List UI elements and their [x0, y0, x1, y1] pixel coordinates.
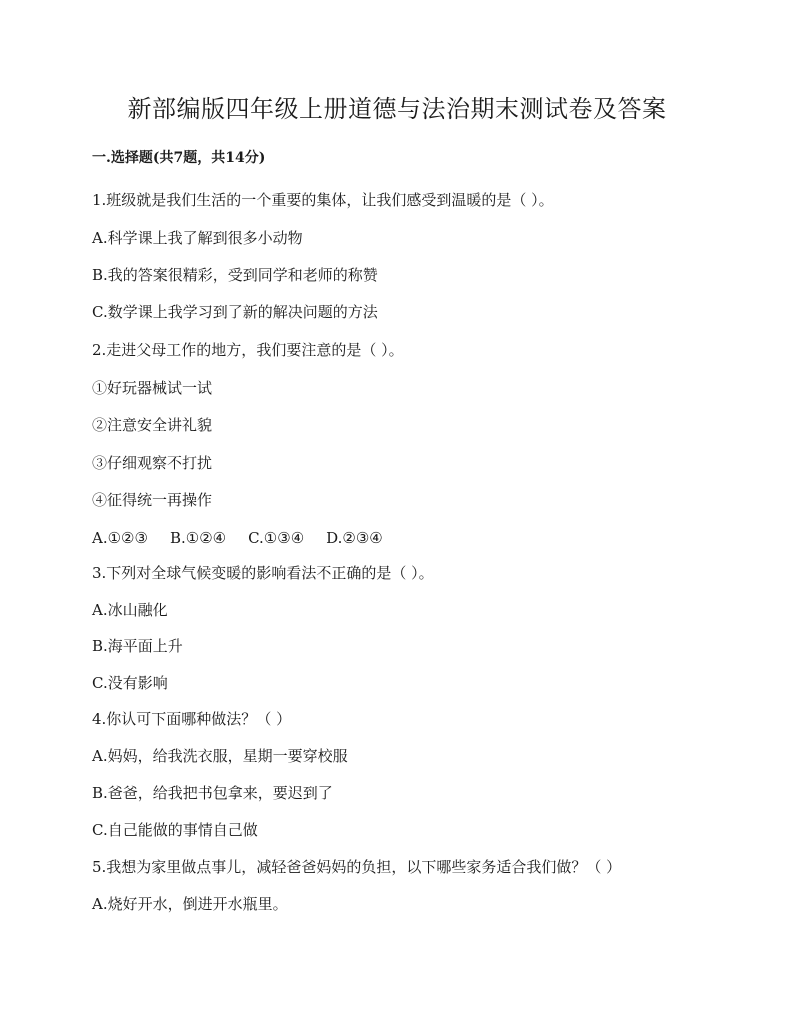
question-4-option-b: B.爸爸，给我把书包拿来，要迟到了	[92, 784, 333, 802]
question-3-option-c: C.没有影响	[92, 674, 168, 692]
question-5-option-a: A.烧好开水，倒进开水瓶里。	[92, 895, 288, 913]
question-2-item-3: ③仔细观察不打扰	[92, 454, 213, 472]
question-2-item-1: ①好玩器械试一试	[92, 379, 213, 397]
question-2-options	[92, 528, 405, 548]
question-2-option-d: D.②③④	[326, 529, 383, 547]
question-1-stem: 1.班级就是我们生活的一个重要的集体，让我们感受到温暖的是（ ）。	[92, 191, 554, 209]
question-2-option-a: A.①②③	[92, 529, 148, 547]
question-3-option-a: A.冰山融化	[92, 601, 168, 619]
question-4-option-c: C.自己能做的事情自己做	[92, 821, 258, 839]
question-2-option-b: B.①②④	[169, 529, 227, 547]
question-4-stem: 4.你认可下面哪种做法？（ ）	[92, 710, 292, 728]
question-2-option-c: C.①③④	[248, 529, 305, 547]
question-5-stem: 5.我想为家里做点事儿，减轻爸爸妈妈的负担，以下哪些家务适合我们做？（ ）	[92, 858, 622, 876]
section-heading: 一.选择题(共7题，共14分)	[92, 150, 266, 166]
question-2-item-4: ④征得统一再操作	[92, 491, 213, 509]
question-2-item-2: ②注意安全讲礼貌	[92, 416, 213, 434]
question-3-option-b: B.海平面上升	[92, 637, 183, 655]
question-1-option-b: B.我的答案很精彩，受到同学和老师的称赞	[92, 266, 378, 284]
question-1-option-a: A.科学课上我了解到很多小动物	[92, 229, 303, 247]
question-4-option-a: A.妈妈，给我洗衣服，星期一要穿校服	[92, 747, 348, 765]
question-2-stem: 2.走进父母工作的地方，我们要注意的是（ ）。	[92, 341, 404, 359]
document-title: 新部编版四年级上册道德与法治期末测试卷及答案	[127, 95, 667, 123]
question-3-stem: 3.下列对全球气候变暖的影响看法不正确的是（ ）。	[92, 564, 434, 582]
question-1-option-c: C.数学课上我学习到了新的解决问题的方法	[92, 303, 378, 321]
